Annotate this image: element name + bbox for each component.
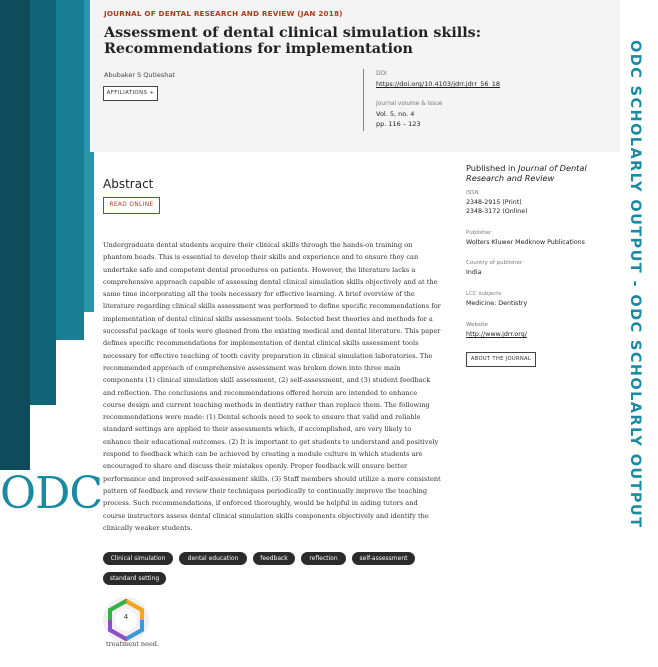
- header-divider: [363, 69, 364, 131]
- journal-sidebar: [466, 163, 626, 362]
- tag-reflection[interactable]: reflection: [301, 552, 346, 565]
- issn-online: 2348-3172 (Online): [466, 208, 528, 215]
- abstract-heading: Abstract: [103, 177, 154, 191]
- tag-self-assessment[interactable]: self-assessment: [352, 552, 415, 565]
- vertical-watermark-text: ODC SCHOLARLY OUTPUT - ODC SCHOLARLY OUTPUT: [627, 40, 643, 529]
- article-header: [90, 0, 620, 152]
- doi-link[interactable]: https://doi.org/10.4103/jdrr.jdrr_56_18: [376, 80, 501, 88]
- metric-badge-below-text: treatment need.: [106, 640, 160, 648]
- doi-label: DOI: [376, 71, 387, 77]
- brand-bar-3: [56, 0, 84, 340]
- metric-badge-value: 4: [123, 613, 129, 621]
- published-in: [466, 164, 626, 183]
- lcc-value[interactable]: Medicine: Dentistry: [466, 300, 528, 307]
- issn-print: 2348-2915 (Print): [466, 199, 522, 206]
- metric-badge[interactable]: [103, 597, 149, 643]
- volume-label: Journal volume & issue: [376, 101, 443, 107]
- volume-value: Vol. 5, no. 4: [376, 110, 415, 118]
- website-link[interactable]: http://www.jdrr.org/: [466, 331, 527, 338]
- affiliations-button[interactable]: AFFILIATIONS +: [103, 86, 158, 101]
- country-value: India: [466, 269, 482, 276]
- lcc-label: LCC subjects: [466, 291, 502, 297]
- about-journal-button[interactable]: ABOUT THE JOURNAL: [466, 352, 536, 367]
- issn-label: ISSN: [466, 190, 479, 196]
- publisher-value: Wolters Kluwer Medknow Publications: [466, 239, 585, 246]
- pages-value: pp. 116 – 123: [376, 120, 421, 128]
- published-prefix: Published in: [466, 163, 519, 173]
- brand-bar-1: [0, 0, 30, 470]
- author-name: Abubaker S Qutieshat: [104, 71, 175, 79]
- tag-dental-education[interactable]: dental education: [179, 552, 247, 565]
- published-journal-link[interactable]: Journal of Dental Research and Review: [466, 163, 587, 183]
- tag-clinical-simulation[interactable]: Clinical simulation: [103, 552, 173, 565]
- vertical-watermark: [627, 40, 655, 640]
- brand-bar-2: [30, 0, 56, 405]
- tag-feedback[interactable]: feedback: [253, 552, 295, 565]
- article-title: Assessment of dental clinical simulation skills: Recommendations for implementation: [104, 25, 481, 57]
- tag-standard-setting[interactable]: standard setting: [103, 572, 166, 585]
- website-label: Website: [466, 322, 488, 328]
- odc-logo: ODC: [0, 468, 103, 519]
- read-online-button[interactable]: READ ONLINE: [103, 197, 160, 214]
- brand-bars: [0, 0, 98, 470]
- abstract-text: Undergraduate dental students acquire their clinical skills through the hands-on training on phantom heads. This is essential to develop their skills and experience and to ensure they can undertake safe and competent dental procedures on patients. However, the literature lacks a comprehensive approach capable of assessing dental clinical simulation skills objectively and at the same time incorporating all the tools necessary for effective learning. A brief overview of the literature regarding clinical skills assessment was performed to define specific recommendations for implementation of dental clinical skills assessment tools. Selected best theories and methods for a successful package of tools were gleaned from the existing medical and dental literature. This paper defines specific recommendations for implementation of dental clinical skills assessment tools necessary for effective teaching of tooth cavity preparation in clinical simulation laboratories. The recommended approach of comprehensive assessment was broken down into three main components (1) clinical simulation skill assessment, (2) self-assessment, and (3) student feedback and reflection. The conclusions and recommendations offered herein are intended to enhance course design and current teaching methods in dentistry rather than replace them. The following recommendations were made: (1) Dental schools need to seek to ensure that valid and reliable standard settings are applied to their assessments which, if accomplished, are very likely to enhance their educational outcomes. (2) It is important to get students to understand and positively respond to feedback which can be achieved by creating a module culture in which students are encouraged to share and discuss their mistakes openly. Proper feedback will ensure better performance and improved self-assessment skills. (3) Staff members should utilize a more consistent pattern of feedback and review their techniques periodically to continually improve the teaching process. Such recommendations, if enforced thoroughly, would be helpful in aiding tutors and course instructors assess dental clinical simulation skills components objectively and identify the clinically weaker students.: [103, 241, 441, 532]
- publisher-label: Publisher: [466, 230, 492, 236]
- country-label: Country of publisher: [466, 260, 523, 266]
- journal-name[interactable]: JOURNAL OF DENTAL RESEARCH AND REVIEW (JAN 2018): [104, 9, 343, 18]
